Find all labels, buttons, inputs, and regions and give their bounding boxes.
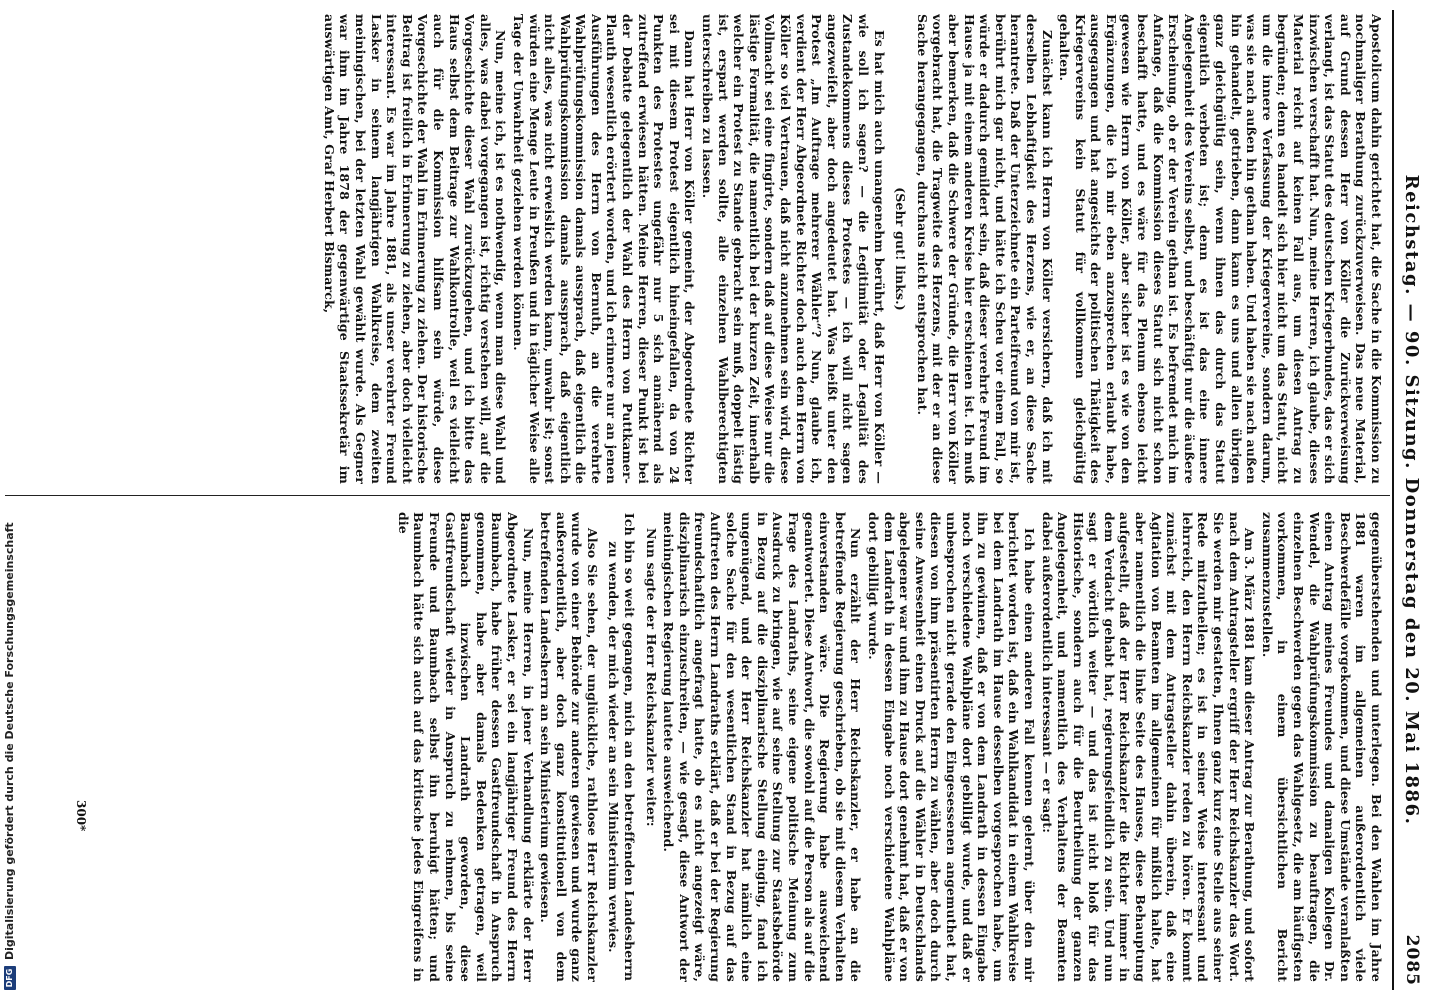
paragraph: Nun sagte der Herr Reichskanzler weiter:	[643, 528, 659, 827]
paragraph: gegenüberstehenden und unterlegen. Bei den Wahlen im Jahre 1881 waren im allgemeinen außerordentlich viele Beschwerdefälle vorgekommen, und diese Umstände veranlaßten einen Antrag meines Freundes und damaligen Kollegen Dr. Wendel, die Wahlprüfungskommission zu beauftragen, die einzelnen Beschwerden gegen das Wahlgesetz, die am häufigsten vorkommen, in einem übersichtlichen Bericht zusammenzustellen.	[1259, 512, 1384, 982]
paragraph: Am 3. März 1881 kam dieser Antrag zur Berathung, und sofort nach dem Antragsteller ergriff der Herr Reichskanzler das Wort. Sie werden mir gestatten, Ihnen ganz kurz eine Stelle aus seiner Rede mitzutheilen; es ist in seiner Weise interessant und lehrreich, den Herrn Reichskanzler reden zu hören. Er kommt zunächst mit dem Antragsteller dahin überein, daß eine Agitation von Beamten im allgemeinen für mißlich halte, hat aber namentlich die linke Seite des Hauses, diese Behauptung aufgestellt, daß der Herr Reichskanzler die Richter immer in dem Verdacht gehabt hat, regierungsfeindlich zu sein. Und nun sagt er wörtlich weiter — und das ist nicht bloß für das Historische, sondern auch für die Beurtheilung der ganzen Angelegenheit, und namentlich des Verhaltens der Beamten dabei außerordentlich interessant — er sagt:	[1039, 512, 1258, 982]
paragraph: Apostolicum dahin gerichtet hat, die Sache in die Kommission zu nochmaliger Berathung zurückzuverweisen. Das neue Material, auf Grund dessen Herr von Köller die Zurückverweisung verlangt, ist das Statut des deutschen Kriegerbundes, das er sich inzwischen verschafft hat. Nun, meine Herren, ich glaube, dieses Material reicht auf keinen Fall aus, um diesen Antrag zu begründen; denn es handelt sich hier nicht um das Statut, nicht um die innere Verfassung der Kriegervereine, sondern darum, was sie nach außen hin gethan haben. Und haben sie nach außen hin gehandelt, getrieben, dann kann es uns und allen übrigen ganz gleichgültig sein, wenn ihnen das durch das Statut eigentlich verboten ist; denn es ist das eine innere Angelegenheit des Vereins selbst, und beschäftigt nur die äußere Erscheinung, ob er der Verein gethan ist. Es befremdet mich im Anfange, daß die Kommission dieses Statut sich nicht schon beschafft hatte, und es wäre für das Plenum ebenso leicht gewesen wie Herrn von Köller, aber sicher ist es wie von den Ergänzungen, die ich mir eben anzusprechen erlaubt habe, ausgegangen und hat angesichts der politischen Thätigkeit des Kriegervereins kein Statut für vollkommen gleichgültig gehalten.	[1057, 14, 1384, 484]
dfg-logo-icon: DFG	[4, 966, 16, 990]
digitization-credit-text: Digitalisierung gefördert durch die Deutsche Forschungsgemeinschaft	[3, 522, 16, 960]
paragraph: Nun, meine ich, ist es nothwendig, wenn man diese Wahl und alles, was dabei vorgegangen ist, richtig verstehen will, auf die Vorgeschichte dieser Wahl zurückzugehen, und ich bitte das Haus selbst dem Beitrage zur Wahlkontrolle, weil es vielleicht auch für die Kommission hilfsam sein würde, diese Vorgeschichte der Wahl im Erinnerung zu ziehen. Der historische Beitrag ist freilich in Erinnerung zu ziehen, aber doch vielleicht interessant. Es war im Jahre 1881, als unser verehrter Freund Lasker in seinem langjährigen Wahlkreise, dem zweiten meiningischen, bei der letzten Wahl gewählt wurde. Als Gegner war ihm im Jahre 1878 der gegenwärtige Staatssekretär im auswärtigen Amt, Graf Herbert Bismarck,	[321, 14, 509, 484]
running-title: Reichstag. — 90. Sitzung. Donnerstag den 20. Mai 1886.	[1401, 174, 1422, 826]
column-divider	[5, 495, 1390, 496]
paragraph: Ich bin so weit gegangen, mich an den betreffenden Landesherrn zu wenden, der mich wieder an sein Ministerium verwies.	[606, 512, 638, 982]
header-rule	[1392, 10, 1394, 990]
paragraph: Zunächst kann ich Herrn von Köller versichern, daß ich mit derselben Lebhaftigkeit des Herzens, wie er, an diese Sache herantrete. Daß der Unterzeichnete ein Parteifreund von mir ist, berührt mich gar nicht, und hätte ich Scheu vor einem Fall, so würde er dadurch gemildert sein, daß dieser verehrte Freund im Hause ja mit einem anderen Kreise hier erschienen ist. Ich muß aber bemerken, daß die Schwere der Gründe, die Herr von Köller vorgebracht hat, die Tragweite des Herzens, mit der er an diese Sache herangegangen, durchaus nicht entsprochen hat.	[914, 14, 1055, 484]
signature-mark: 300*	[74, 800, 88, 832]
paragraph: Dann hat Herr von Köller gemeint, der Abgeordnete Richter sei mit diesem Protest eigentlich hineingefallen, da von 24 Punkten des Protestes ungefähr nur 5 sich annähernd als zutreffend erwiesen hätten. Meine Herren, dieser Punkt ist bei der Debatte gelegentlich der Wahl des Herrn von Puttkamer-Plauth wesentlich erörtert worden, und ich erinnere nur an jenen Ausführungen des Herrn von Bernuth, an die verehrte Wahlprüfungskommission damals aussprach, daß eigentlich die Wahlprüfungskommission damals aussprach, daß eigentlich nicht alles, was nicht erweislich werden kann, unwahr ist; sonst würden eine Menge Leute in Preußen und in täglicher Weise alle Tage der Unwahrheit geziehen werden können.	[510, 14, 698, 484]
paragraph: Also Sie sehen, der unglückliche, rathlose Herr Reichskanzler wurde von einer Behörde zur anderen gewiesen und wurde ganz außerordentlich, aber doch ganz konstitutionell von dem betreffenden Landesherrn an sein Ministerium gewiesen.	[538, 512, 600, 982]
paragraph: Nun erzählt der Herr Reichskanzler, er habe an die betreffende Regierung geschrieben, ob sie mit diesem Verhalten einverstanden wäre. Die Regierung habe ausweichend geantwortet. Diese Antwort, die sowohl auf die Person als auf die Frage des Landraths, seine eigene politische Meinung zum Ausdruck zu bringen, wie auf seine Stellung zur Staatsbehörde in Bezug auf die disziplinarische Stellung einging, fand ich ungenügend, und der Herr Reichskanzler hat nämlich eine solche Sache für den wesentlichen Stand in Bezug auf das Auftreten des Herrn Landraths erklärt, daß er bei der Regierung freundschaftlich angefragt hatte, ob es nicht angezeigt wäre, disziplinarisch einzuschreiten, — wie gesagt, diese Antwort der meiningischen Regierung lautete ausweichend.	[661, 512, 864, 982]
page-number: 2085	[1402, 934, 1422, 986]
text-column-left	[9, 14, 1384, 484]
page-header	[1392, 0, 1432, 1000]
digitization-credit	[3, 0, 17, 990]
paragraph: Es hat mich auch unangenehm berührt, daß Herr von Köller — wie soll ich sagen? — die Legitimität oder Legalität des Zustandekommens dieses Protestes — ich will nicht sagen angezweifelt, aber doch angedeutet hat. Was heißt unter den Protest „Im Auftrage mehrerer Wähler“? Nun, glaube ich, verdient der Herr Abgeordnete Richter doch auch dem Herrn von Köller so viel Vertrauen, daß nicht anzunehmen sein wird, diese Vollmacht sei eine fingirte, sondern daß auf diese Weise nur die lästige Formalität, die namentlich bei der kurzen Zeit, innerhalb welcher ein Protest zu Stande gebracht sein muß, doppelt lästig ist, erspart werden sollte, alle einzelnen Wahlberechtigten unterschreiben zu lassen.	[700, 14, 887, 484]
paragraph: Ich habe einen anderen Fall kennen gelernt, über den mir berichtet worden ist, daß ein Wahlkandidat in einem Wahlkreise bei dem Landrath im Hause desselben vorgesprochen habe, um ihn zu gewinnen, daß er von dem Landrath in dessen Eingabe noch verschiedene Wahlpläne dort gebilligt wurde, und daß er unbesprochen nicht gerade den Eingesessenen angemuthet hat, diesen von ihm präsentirten Herrn zu wählen, aber doch durch seine Anwesenheit einen Druck auf die Wähler in Deutschlands abgelegener war und ihm zu Hause dort genehmt hat, daß er von dem Landrath in dessen Eingabe noch verschiedene Wahlpläne dort gebilligt wurde.	[866, 512, 1037, 982]
text-column-right	[9, 512, 1384, 982]
paragraph: Nun, meine Herren, in jener Verhandlung erklärte der Herr Abgeordnete Lasker, er sei ein langjähriger Freund des Herrn Baumbach, habe früher dessen Gastfreundschaft in Anspruch genommen, habe aber damals Bedenken getragen, weil Baumbach inzwischen Landrath geworden, diese Gastfreundschaft wieder in Anspruch zu nehmen, bis seine Freunde und Baumbach selbst ihn beruhigt hätten; und Baumbach hätte sich auch auf das kritische jedes Eingreifens in die	[395, 512, 536, 982]
paragraph: (Sehr gut! links.)	[893, 187, 909, 311]
